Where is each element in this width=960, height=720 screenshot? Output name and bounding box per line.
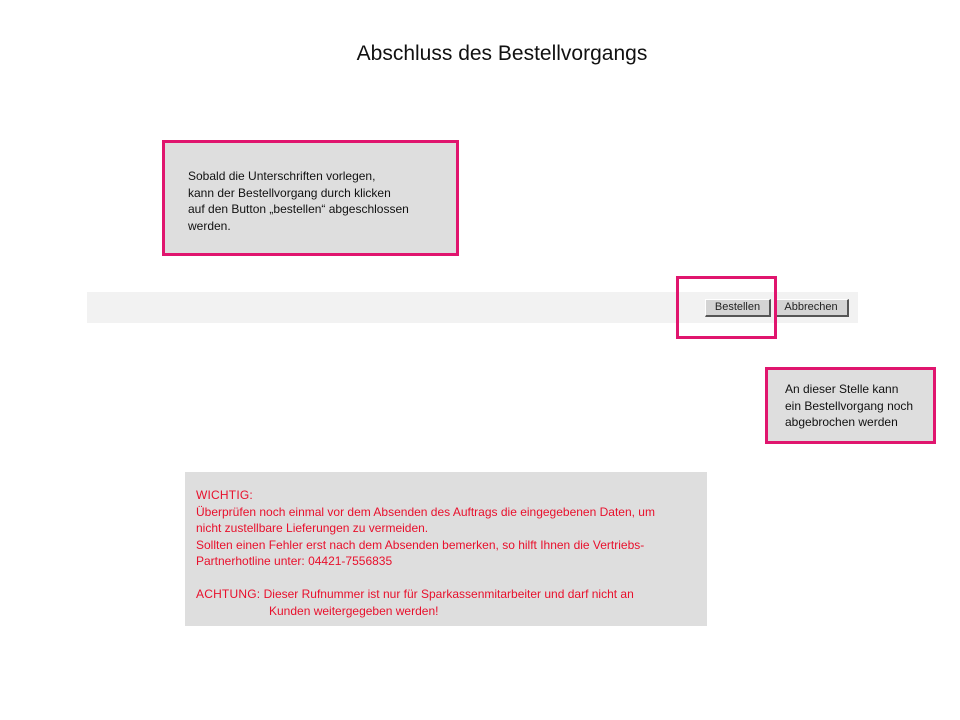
warning-text-continued: Kunden weitergegeben werden! <box>269 603 439 618</box>
cancel-callout <box>765 367 936 444</box>
cancel-button[interactable]: Abbrechen <box>774 299 849 317</box>
callout-text-line: auf den Button „bestellen“ abgeschlossen <box>188 202 409 216</box>
notice-text-line: Sollten einen Fehler erst nach dem Absenden bemerken, so hilft Ihnen die Vertriebs- <box>196 537 645 552</box>
signatures-callout <box>162 140 459 256</box>
notice-spacer <box>196 570 707 587</box>
notice-heading: WICHTIG: <box>196 488 253 502</box>
callout-text-line: werden. <box>188 218 231 233</box>
callout-text-line: kann der Bestellvorgang durch klicken <box>188 185 391 200</box>
notice-text-line: nicht zustellbare Lieferungen zu vermeiden. <box>196 521 429 535</box>
order-button[interactable]: Bestellen <box>705 299 771 317</box>
notice-text-line: Überprüfen noch einmal vor dem Absenden des Auftrags die eingegebenen Daten, um <box>196 504 655 519</box>
warning-text: Dieser Rufnummer ist nur für Sparkassenmitarbeiter und darf nicht an <box>260 587 634 601</box>
warning-label: ACHTUNG: <box>196 587 261 601</box>
callout-text-line: An dieser Stelle kann <box>785 382 899 396</box>
page-title: Abschluss des Bestellvorgangs <box>356 42 648 65</box>
callout-text-line: ein Bestellvorgang noch <box>785 398 914 413</box>
callout-text-line: abgebrochen werden <box>785 415 898 429</box>
callout-text-line: Sobald die Unterschriften vorlegen, <box>188 169 376 183</box>
important-notice <box>185 472 707 626</box>
notice-warning-line <box>196 586 707 603</box>
notice-text-line: Partnerhotline unter: 04421-7556835 <box>196 554 393 568</box>
